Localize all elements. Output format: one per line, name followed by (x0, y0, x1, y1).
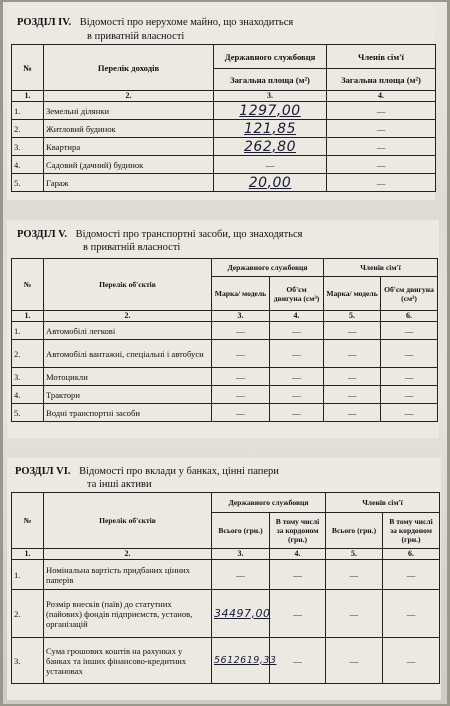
col-num: 1. (12, 91, 44, 102)
row-name: Квартира (44, 138, 214, 156)
col-num: 2. (44, 91, 214, 102)
row-family: — (327, 174, 436, 192)
col-num: 1. (12, 549, 44, 560)
col-num: 5. (326, 549, 383, 560)
row-cell: — (324, 322, 381, 340)
row-cell: — (270, 638, 326, 684)
row-cell: — (381, 340, 438, 368)
section-5 (7, 220, 439, 438)
row-family: — (327, 156, 436, 174)
document-page (3, 2, 447, 704)
col-header-servant: Державного службовця (212, 259, 324, 277)
row-cell: — (383, 560, 440, 590)
section-5-title-line2: в приватній власності (83, 242, 181, 253)
section-6 (7, 458, 441, 700)
col-header-total-family: Всього (грн.) (326, 513, 383, 549)
table-row (12, 156, 436, 174)
section-4-table (11, 44, 436, 192)
col-num: 6. (381, 311, 438, 322)
row-cell: — (212, 404, 270, 422)
table-row (12, 102, 436, 120)
row-name: Водні транспортні засоби (44, 404, 212, 422)
row-cell: — (324, 340, 381, 368)
row-name: Гараж (44, 174, 214, 192)
col-header-no: № (12, 493, 44, 549)
row-family: — (327, 102, 436, 120)
row-no: 2. (12, 120, 44, 138)
row-name: Житловий будинок (44, 120, 214, 138)
table-row (12, 120, 436, 138)
row-name: Садовий (дачний) будинок (44, 156, 214, 174)
col-num: 5. (324, 311, 381, 322)
table-row (12, 404, 438, 422)
col-num: 4. (327, 91, 436, 102)
col-header-no: № (12, 259, 44, 311)
row-cell: — (326, 638, 383, 684)
row-no: 1. (12, 102, 44, 120)
section-6-title (15, 465, 279, 478)
col-header-no: № (12, 45, 44, 91)
row-cell: — (212, 560, 270, 590)
col-header-list: Перелік об'єктів (44, 493, 212, 549)
col-num: 1. (12, 311, 44, 322)
row-value: 1297,00 (214, 102, 327, 120)
col-header-servant: Державного службовця (214, 45, 327, 69)
row-cell: — (270, 386, 324, 404)
row-name: Номінальна вартість придбаних цінних паперів (44, 560, 212, 590)
row-family: — (327, 120, 436, 138)
col-header-family: Членів сім'ї (324, 259, 438, 277)
row-name: Трактори (44, 386, 212, 404)
row-cell: — (383, 590, 440, 638)
col-num: 2. (44, 311, 212, 322)
table-row (12, 590, 440, 638)
col-header-volume-family: Об'єм двигуна (см³) (381, 277, 438, 311)
col-num: 4. (270, 549, 326, 560)
col-header-family: Членів сім'ї (327, 45, 436, 69)
row-cell: — (270, 404, 324, 422)
col-header-servant: Державного службовця (212, 493, 326, 513)
col-header-brand-family: Марка/ модель (324, 277, 381, 311)
col-header-volume-servant: Об'єм двигуна (см³) (270, 277, 324, 311)
row-value: 121,85 (214, 120, 327, 138)
section-6-label: РОЗДІЛ VI. (15, 466, 71, 477)
col-num: 3. (212, 311, 270, 322)
section-5-label: РОЗДІЛ V. (17, 229, 68, 240)
col-header-area-family: Загальна площа (м²) (327, 69, 436, 91)
col-num: 2. (44, 549, 212, 560)
col-header-area-servant: Загальна площа (м²) (214, 69, 327, 91)
row-cell: — (212, 322, 270, 340)
row-no: 5. (12, 404, 44, 422)
row-no: 3. (12, 638, 44, 684)
col-header-abroad-servant: В тому числі за кордоном (грн.) (270, 513, 326, 549)
col-header-list: Перелік доходів (44, 45, 214, 91)
section-4 (7, 6, 435, 200)
row-cell: — (212, 368, 270, 386)
row-cell: — (212, 340, 270, 368)
section-4-label: РОЗДІЛ IV. (17, 17, 72, 28)
section-5-table (11, 258, 438, 422)
table-row (12, 322, 438, 340)
row-name: Мотоцикли (44, 368, 212, 386)
row-no: 4. (12, 156, 44, 174)
row-value: — (214, 156, 327, 174)
row-name: Сума грошових коштів на рахунках у банках та інших фінансово-кредитних установах (44, 638, 212, 684)
table-row (12, 340, 438, 368)
row-no: 5. (12, 174, 44, 192)
col-num: 6. (383, 549, 440, 560)
section-6-table (11, 492, 440, 684)
col-header-family: Членів сім'ї (326, 493, 440, 513)
row-no: 4. (12, 386, 44, 404)
row-no: 3. (12, 368, 44, 386)
section-5-title-line1: Відомості про транспортні засоби, що знаходяться (75, 229, 303, 240)
row-cell: 34497,00 (212, 590, 270, 638)
row-cell: — (381, 368, 438, 386)
row-value: 262,80 (214, 138, 327, 156)
row-cell: — (381, 404, 438, 422)
col-header-brand-servant: Марка/ модель (212, 277, 270, 311)
row-cell: 5612619,33 (212, 638, 270, 684)
row-cell: — (270, 340, 324, 368)
section-6-title-line1: Відомості про вклади у банках, цінні папери (79, 466, 279, 477)
row-no: 2. (12, 590, 44, 638)
row-cell: — (270, 590, 326, 638)
row-value: 20,00 (214, 174, 327, 192)
table-row (12, 138, 436, 156)
row-cell: — (270, 368, 324, 386)
row-cell: — (324, 386, 381, 404)
table-row (12, 368, 438, 386)
section-4-title (17, 16, 293, 29)
col-header-abroad-family: В тому числі за кордоном (грн.) (383, 513, 440, 549)
col-header-list: Перелік об'єктів (44, 259, 212, 311)
table-row (12, 174, 436, 192)
row-no: 3. (12, 138, 44, 156)
row-cell: — (324, 368, 381, 386)
row-no: 1. (12, 560, 44, 590)
row-name: Автомобілі вантажні, спеціальні і автобуси (44, 340, 212, 368)
row-cell: — (381, 322, 438, 340)
section-5-title (17, 228, 302, 241)
section-6-title-line2: та інші активи (87, 479, 152, 490)
col-num: 3. (214, 91, 327, 102)
table-row (12, 386, 438, 404)
row-cell: — (270, 322, 324, 340)
row-cell: — (212, 386, 270, 404)
section-4-title-line1: Відомості про нерухоме майно, що знаходиться (79, 17, 294, 28)
col-header-total-servant: Всього (грн.) (212, 513, 270, 549)
col-num: 4. (270, 311, 324, 322)
table-row (12, 638, 440, 684)
col-num: 3. (212, 549, 270, 560)
row-no: 2. (12, 340, 44, 368)
row-family: — (327, 138, 436, 156)
row-no: 1. (12, 322, 44, 340)
row-name: Розмір внесків (паїв) до статутних (пайових) фондів підприємств, установ, організацій (44, 590, 212, 638)
row-cell: — (326, 590, 383, 638)
row-name: Автомобілі легкові (44, 322, 212, 340)
table-row (12, 560, 440, 590)
row-cell: — (383, 638, 440, 684)
row-cell: — (270, 560, 326, 590)
section-4-title-line2: в приватній власності (87, 31, 185, 42)
row-cell: — (326, 560, 383, 590)
row-cell: — (324, 404, 381, 422)
row-name: Земельні ділянки (44, 102, 214, 120)
row-cell: — (381, 386, 438, 404)
